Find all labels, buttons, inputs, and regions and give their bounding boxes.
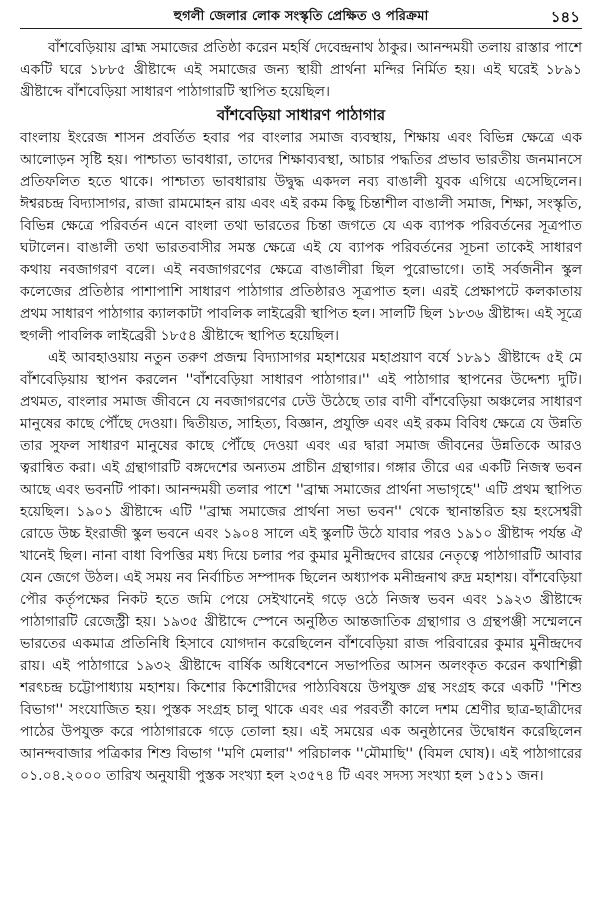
paragraph-2: এই আবহাওয়ায় নতুন তরুণ প্রজন্ম বিদ্যাসাগর মহাশয়ের মহাপ্রয়াণ বর্ষে ১৮৯১ খ্রীষ্টাব্দে ৫ই মে বাঁশবেড়িয়ায় স্থাপন করলেন ''বাঁশবেড়িয়া সাধারণ পাঠাগার।'' এই পাঠাগার স্থাপনের উদ্দেশ্য দুটি। প্রথমত, বাংলার সমাজ জীবনে যে নবজাগরণের ঢেউ উঠেছে তার বাণী বাঁশবেড়িয়া অঞ্চলের সাধারণ মানুষের কাছে পৌঁছে দেওয়া। দ্বিতীয়ত, সাহিত্য, বিজ্ঞান, প্রযুক্তি এবং এই রকম বিবিধ ক্ষেত্রে যে উন্নতি তার সুফল সাধারণ মানুষের কাছে পৌঁছে দেওয়া এবং এর দ্বারা সমাজ জীবনের উন্নতিকে আরও ত্বরান্বিত করা। এই গ্রন্থাগারটি বঙ্গদেশের অন্যতম প্রাচীন গ্রন্থাগার। গঙ্গার তীরে এর একটি নিজস্ব ভবন আছে এবং ভবনটি পাকা। আনন্দময়ী তলার পাশে ''ব্রাহ্ম সমাজের প্রার্থনা সভাগৃহে'' এটি প্রথম স্থাপিত হয়েছিল। ১৯০১ খ্রীষ্টাব্দে এটি ''ব্রাহ্ম সমাজের প্রার্থনা সভা ভবন'' থেকে স্থানান্তরিত হয় হংসেশ্বরী রোডে উচ্চ ইংরাজী স্কুল ভবনে এবং ১৯০৪ সালে এই স্কুলটি উঠে যাবার পরও ১৯১০ খ্রীষ্টাব্দ পর্যন্ত ঐ খানেই ছিল। নানা বাধা বিপত্তির মধ্য দিয়ে চলার পর কুমার মুনীন্দ্রদেব রায়ের নেতৃত্বে পাঠাগারটি আবার যেন জেগে উঠল। এই সময় নব নির্বাচিত সম্পাদক ছিলেন অধ্যাপক মনীন্দ্রনাথ রুদ্র মহাশয়। বাঁশবেড়িয়া পৌর কর্তৃপক্ষের নিকট হতে জমি পেয়ে সেইখানেই গড়ে ওঠে নিজস্ব ভবন এবং ১৯২৩ খ্রীষ্টাব্দে পাঠাগারটি রেজেস্ট্রী হয়। ১৯৩৫ খ্রীষ্টাব্দে স্পেনে অনুষ্ঠিত আন্তজাতিক গ্রন্থাগার ও গ্রন্থপঞ্জী সম্মেলনে ভারতের একমাত্র প্রতিনিধি হিসাবে যোগদান করেছিলেন বাঁশবেড়িয়া রাজ পরিবারের কুমার মুনীন্দ্রদেব রায়। এই পাঠাগারে ১৯৩২ খ্রীষ্টাব্দে বার্ষিক অধিবেশনে সভাপতির আসন অলংকৃত করেন কথাশিল্পী শরৎচন্দ্র চট্টোপাধ্যায় মহাশয়। কিশোর কিশোরীদের পাঠ্যবিষয়ে উপযুক্ত গ্রন্থ সংগ্রহ করে একটি ''শিশু বিভাগ'' সংযোজিত হয়। পুস্তক সংগ্রহ চালু থাকে এবং এর পরবর্তী কালে দশম শ্রেণীর ছাত্র-ছাত্রীদের পাঠের উপযুক্ত করে পাঠাগারকে গড়ে তোলা হয়। এই সময়ের এক অনুষ্ঠানের উদ্বোধন করেছিলেন আনন্দবাজার পত্রিকার শিশু বিভাগ ''মণি মেলার'' পরিচালক ''মৌমাছি'' (বিমল ঘোষ)। এই পাঠাগারের ০১.০৪.২০০০ তারিখ অনুযায়ী পুস্তক সংখ্যা হল ২৩৫৭৪ টি এবং সদস্য সংখ্যা হল ১৫১১ জন। [20,350,582,784]
running-header-title: হুগলী জেলার লোক সংস্কৃতি প্রেক্ষিত ও পরিক্রমা [173,9,429,24]
running-header [20,6,582,29]
section-heading: বাঁশবেড়িয়া সাধারণ পাঠাগার [216,106,386,124]
page-body [20,37,582,787]
intro-paragraph: বাঁশবেড়িয়ায় ব্রাহ্ম সমাজের প্রতিষ্ঠা করেন মহর্ষি দেবেন্দ্রনাথ ঠাকুর। আনন্দময়ী তলায় রাস্তার পাশে একটি ঘরে ১৮৮৫ খ্রীষ্টাব্দে এই সমাজের জন্য স্থায়ী প্রার্থনা মন্দির নির্মিত হয়। এই ঘরেই ১৮৯১ খ্রীষ্টাব্দে বাঁশবেড়িয়া সাধারণ পাঠাগারটি স্থাপিত হয়েছিল। [20,40,582,100]
paragraph-1: বাংলায় ইংরেজ শাসন প্রবর্তিত হবার পর বাংলার সমাজ ব্যবস্থায়, শিক্ষায় এবং বিভিন্ন ক্ষেত্রে এক আলোড়ন সৃষ্টি হয়। পাশ্চাত্য ভাবধারা, তাদের শিক্ষাব্যবস্থা, আচার পদ্ধতির প্রভাব ভারতীয় জনমানসে প্রতিফলিত হতে থাকে। পাশ্চাত্য ভাবধারায় উদ্বুদ্ধ একদল নব্য বাঙালী যুবক এগিয়ে এসেছিলেন। ঈশ্বরচন্দ্র বিদ্যাসাগর, রাজা রামমোহন রায় এবং এই রকম কিছু চিন্তাশীল বাঙালী সমাজ, শিক্ষা, সংস্কৃতি, বিভিন্ন ক্ষেত্রে পরিবর্তন এনে বাংলা তথা ভারতের চিন্তা জগতে যে এক ব্যাপক পরিবর্তনের সূত্রপাত ঘটালেন। বাঙালী তথা ভারতবাসীর সমস্ত ক্ষেত্রে এই যে ব্যাপক পরিবর্তনের সূচনা তাকেই সাধারণ কথায় নবজাগরণ বলে। এই নবজাগরণের ক্ষেত্রে বাঙালীরা ছিল পুরোভাগে। তাই সর্বজনীন স্কুল কলেজের প্রতিষ্ঠার পাশাপাশি সাধারণ পাঠাগার প্রতিষ্ঠারও সূত্রপাত হল। এরই প্রেক্ষাপটে কলকাতায় প্রথম সাধারণ পাঠাগার ক্যালকাটা পাবলিক লাইব্রেরী স্থাপিত হল। সালটি ছিল ১৮৩৬ খ্রীষ্টাব্দ। এই সূত্রে হুগলী পাবলিক লাইব্রেরী ১৮৫৪ খ্রীষ্টাব্দে স্থাপিত হয়েছিল। [20,130,582,344]
book-page [0,6,600,902]
page-number: ১৪১ [550,8,580,26]
